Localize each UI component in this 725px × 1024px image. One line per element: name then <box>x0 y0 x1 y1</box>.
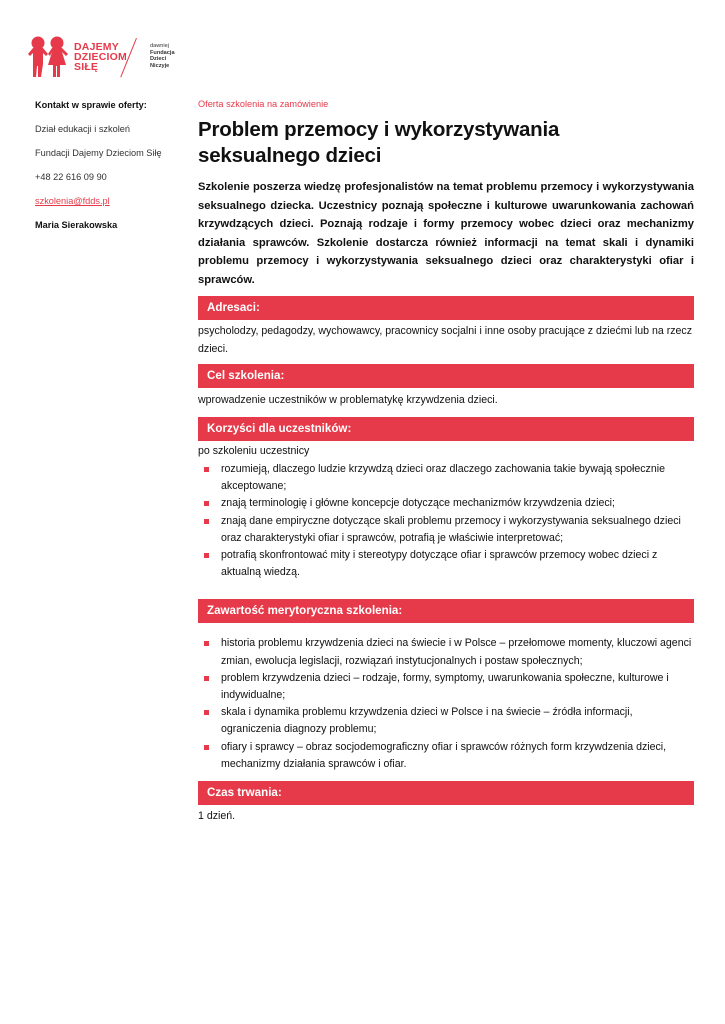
logo-former-line: Niczyje <box>150 62 170 69</box>
list-item: rozumieją, dlaczego ludzie krzywdzą dzieci oraz dlaczego zachowania takie bywają społecznie akceptowane; <box>198 461 694 495</box>
title-line: seksualnego dzieci <box>198 144 382 167</box>
contact-foundation: Fundacji Dajemy Dzieciom Siłę <box>35 148 162 158</box>
czas-text: 1 dzień. <box>198 810 236 823</box>
logo-former-line: dawniej <box>150 43 169 49</box>
lead-paragraph: Szkolenie poszerza wiedzę profesjonalistów na temat problemu przemocy i wykorzystywania seksualnego dziecka. Uczestnicy poznają społeczne i kulturowe uwarunkowania zachowań krzywdzących dzieci. Poznają rodzaje i formy przemocy wobec dzieci oraz mechanizmy działania sprawców. Szkolenie dostarcza również informacji na temat skali i dynamiki problemu przemocy i wykorzystywania seksualnego dzieci oraz charakterystyki ofiar i sprawców. <box>198 181 694 286</box>
list-item: znają terminologię i główne koncepcje dotyczące mechanizmów krzywdzenia dzieci; <box>198 495 694 512</box>
list-item: historia problemu krzywdzenia dzieci na świecie i w Polsce – przełomowe momenty, kluczowi agenci zmian, ewolucja legislacji, rozwiązań instytucjonalnych i postaw społecznych; <box>198 635 694 669</box>
title-line: Problem przemocy i wykorzystywania <box>198 118 560 141</box>
contact-sidebar <box>35 99 185 231</box>
section-heading-korzysci: Korzyści dla uczestników: <box>198 417 694 441</box>
list-item: skala i dynamika problemu krzywdzenia dzieci w Polsce i na świecie – źródła informacji, ograniczenia diagnozy problemu; <box>198 704 694 738</box>
contact-email-link[interactable]: szkolenia@fdds.pl <box>35 196 110 206</box>
logo-former-line: Fundacja <box>150 49 175 56</box>
children-logo-icon <box>24 34 72 78</box>
adresaci-text: psycholodzy, pedagodzy, wychowawcy, pracownicy socjalni i inne osoby pracujące z dziećmi lub na rzecz dzieci. <box>198 325 693 355</box>
main-content <box>198 97 694 826</box>
contact-department: Dział edukacji i szkoleń <box>35 124 130 134</box>
logo-former-name <box>150 43 175 69</box>
korzysci-intro: po szkoleniu uczestnicy <box>198 444 310 457</box>
logo-former-line: Dzieci <box>150 56 167 63</box>
section-heading-adresaci: Adresaci: <box>198 296 694 320</box>
offer-type-label: Oferta szkolenia na zamówienie <box>198 99 329 109</box>
section-heading-cel: Cel szkolenia: <box>198 364 694 388</box>
list-item: ofiary i sprawcy – obraz socjodemograficzny ofiar i sprawców różnych form krzywdzenia dzieci, mechanizmy działania sprawców i ofiar. <box>198 739 694 773</box>
korzysci-list <box>198 461 694 581</box>
section-heading-czas: Czas trwania: <box>198 781 694 805</box>
contact-phone: +48 22 616 09 90 <box>35 172 107 182</box>
logo-wordmark <box>74 42 127 72</box>
logo-line: DZIECIOM <box>74 51 127 63</box>
logo-line: SIŁĘ <box>74 61 99 73</box>
contact-title: Kontakt w sprawie oferty: <box>35 100 147 110</box>
list-item: potrafią skonfrontować mity i stereotypy dotyczące ofiar i sprawców przemocy wobec dzieci z aktualną wiedzą. <box>198 547 694 581</box>
zawartosc-list <box>198 635 694 773</box>
logo-line: DAJEMY <box>74 41 119 53</box>
cel-text: wprowadzenie uczestników w problematykę krzywdzenia dzieci. <box>198 394 498 406</box>
list-item: znają dane empiryczne dotyczące skali problemu przemocy i wykorzystywania seksualnego dzieci oraz charakterystyki ofiar i sprawców, potrafią je właściwie interpretować; <box>198 513 694 547</box>
list-item: problem krzywdzenia dzieci – rodzaje, formy, symptomy, uwarunkowania społeczne, kulturowe i indywidualne; <box>198 670 694 704</box>
section-heading-zawartosc: Zawartość merytoryczna szkolenia: <box>198 599 694 623</box>
page-title <box>198 117 694 169</box>
logo <box>24 32 184 80</box>
contact-person: Maria Sierakowska <box>35 220 118 230</box>
